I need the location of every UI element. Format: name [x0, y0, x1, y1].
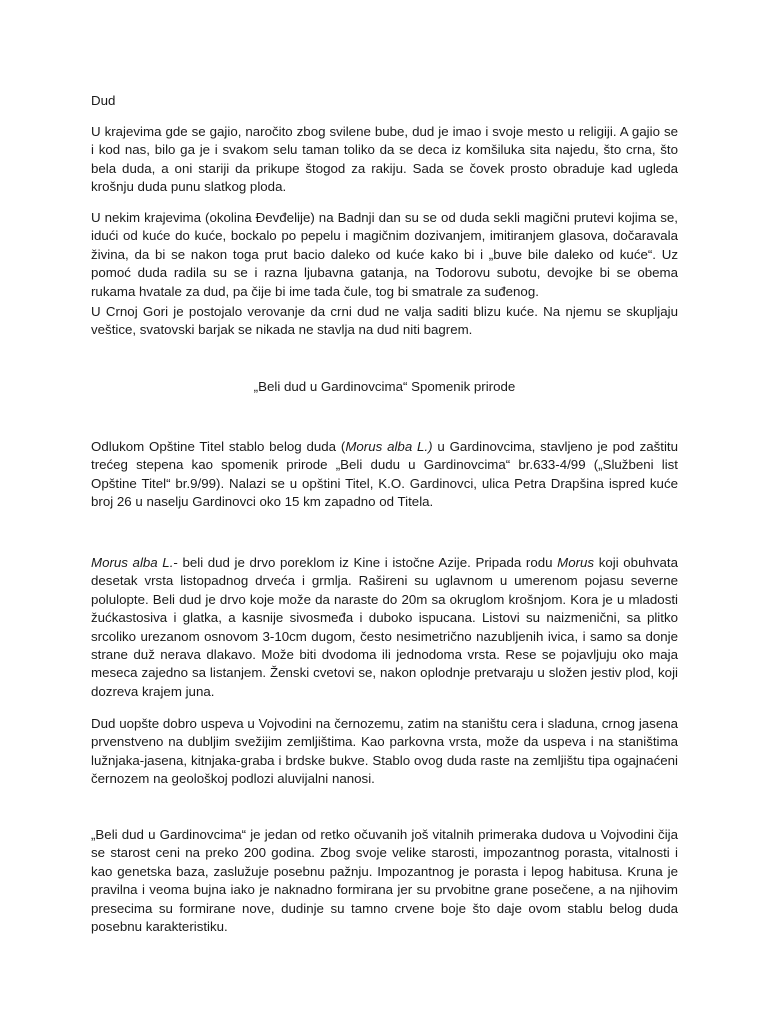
- paragraph-description: [91, 554, 678, 701]
- section-heading: „Beli dud u Gardinovcima“ Spomenik prirode: [253, 379, 516, 394]
- document-title: Dud: [91, 93, 116, 108]
- paragraph-protection-text-1: Odlukom Opštine Titel stablo belog duda (: [91, 439, 346, 454]
- paragraph-protection-text-2: u Gardinovcima, stavljeno je pod zaštitu trećeg stepena kao spomenik prirode „Beli dudu u Gardinovcima“ br.633-4/99 („Službeni list Opštine Titel“ br.9/99). Nalazi se u opštini Titel, K.O. Gardinovci, ulica Petra Drapšina ispred kuće broj 26 u naselju Gardinovci oko 15 km zapadno od Titela.: [91, 439, 678, 510]
- species-name-italic: Morus alba L.): [345, 439, 433, 454]
- paragraph-intro: U krajevima gde se gajio, naročito zbog svilene bube, dud je imao i svoje mesto u religiji. A gajio se i kod nas, bilo ga je i svakom selu taman toliko da se deca iz komšiluka sita najedu, što crna, što bela duda, a oni stariji da prikupe štogod za rakiju. Sada se čovek prosto obraduje kad ugleda krošnju duda punu slatkog ploda.: [91, 124, 678, 195]
- paragraph-habitat: Dud uopšte dobro uspeva u Vojvodini na černozemu, zatim na staništu cera i sladuna, crnog jasena prvenstveno na dubljim svežijim zemljištima. Kao parkovna vrsta, može da uspeva i na staništima lužnjaka-jasena, kitnjaka-graba i brdske bukve. Stablo ovog duda raste na zemljištu tipa ogajnaćeni černozem na geološkoj podlozi aluvijalni nanosi.: [91, 716, 678, 787]
- paragraph-customs: U nekim krajevima (okolina Đevđelije) na Badnji dan su se od duda sekli magični prutevi kojima se, idući od kuće do kuće, bockalo po pepelu i magičnim dozivanjem, imitiranjem glasova, dočaravala živina, da bi se nakon toga prut bacio daleko od kuće kako bi i „buve bile daleko od kuće“. Uz pomoć duda radila su se i razna ljubavna gatanja, na Todorovu subotu, devojke bi se obema rukama hvatale za dud, pa čije bi ime tada čule, tog bi smatrale za suđenog.: [91, 210, 678, 299]
- species-name-italic: Morus alba L.: [91, 555, 174, 570]
- paragraph-significance: „Beli dud u Gardinovcima“ je jedan od retko očuvanih još vitalnih primeraka dudova u Vojvodini čija se starost ceni na preko 200 godina. Zbog svoje velike starosti, impozantnog porasta, vitalnosti i kao genetska baza, zaslužuje posebnu pažnju. Impozantnog je porasta i lepog habitusa. Kruna je pravilna i veoma bujna iako je naknadno formirana jer su prvobitne grane posečene, a na njihovim presecima su formirane nove, dudinje su tamno crvene boje što daje ovom stablu belog duda posebnu karakteristiku.: [91, 827, 678, 935]
- genus-name-italic: Morus: [557, 555, 595, 570]
- paragraph-description-text-1: - beli dud je drvo poreklom iz Kine i istočne Azije. Pripada rodu: [173, 555, 558, 570]
- paragraph-protection: [91, 438, 678, 512]
- paragraph-description-text-2: koji obuhvata desetak vrsta listopadnog drveća i grmlja. Rašireni su uglavnom u umerenom pojasu severne polulopte. Beli dud je drvo koje može da naraste do 20m sa okruglom krošnjom. Kora je u mladosti žućkastosiva i glatka, a kasnije sivosmeđa i duboko ispucana. Listovi su naizmenični, sa plitko srcoliko urezanom osnovom 3-10cm dugom, često nesimetrično nazubljenih ivica, i samo sa donje strane duž nerava dlakavo. Može biti dvodoma ili jednodoma vrsta. Rese se pojavljuju oko maja meseca zajedno sa listanjem. Ženski cvetovi se, nakon oplodnje pretvaraju u složen jestiv plod, koji dozreva krajem juna.: [91, 555, 678, 699]
- paragraph-montenegro: U Crnoj Gori je postojalo verovanje da crni dud ne valja saditi blizu kuće. Na njemu se skupljaju veštice, svatovski barjak se nikada ne stavlja na dud niti bagrem.: [91, 304, 678, 338]
